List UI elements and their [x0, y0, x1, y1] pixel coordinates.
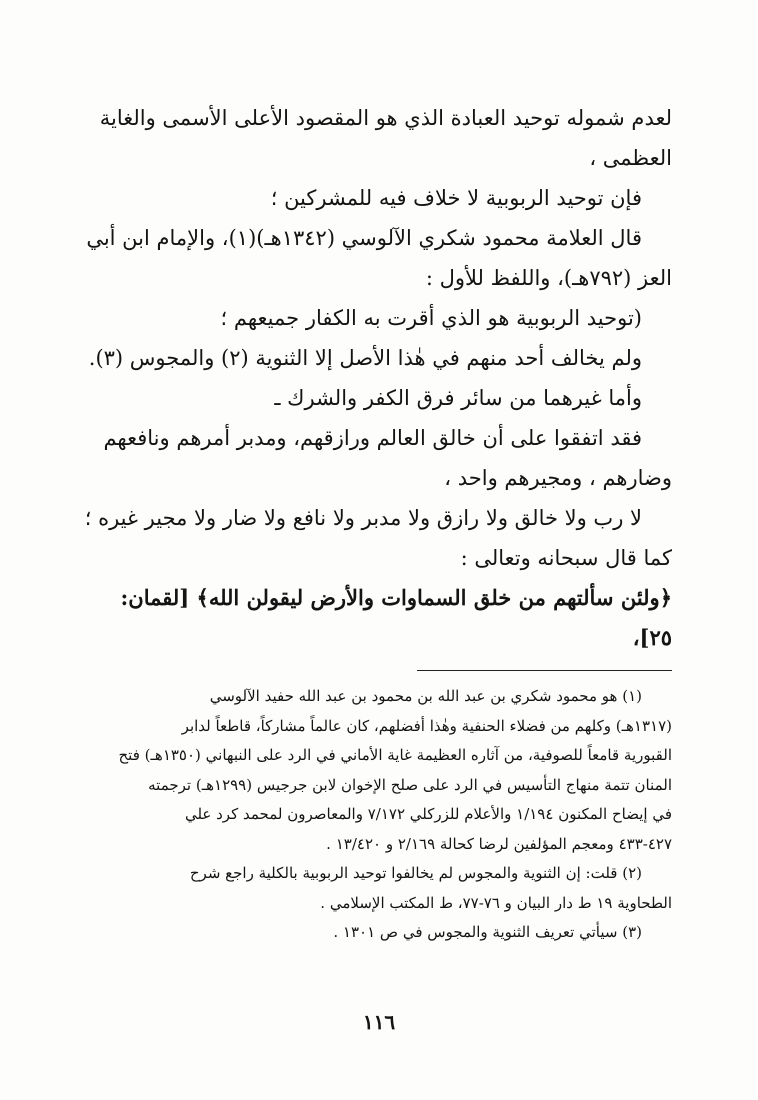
text-line: فقد اتفقوا على أن خالق العالم ورازقهم، ومدبر أمرهم ونافعهم [103, 426, 642, 450]
footnote-line: ٤٢٧-٤٣٣ ومعجم المؤلفين لرضا كحالة ٢/١٦٩ و ١٣/٤٢٠ . [326, 834, 672, 853]
footnote-line: المنان تتمة منهاج التأسيس في الرد على صلح الإخوان لابن جرجيس (١٢٩٩هـ) ترجمته [148, 775, 672, 794]
text-line: قال العلامة محمود شكري الآلوسي (١٣٤٢هـ)(١)، والإمام ابن أبي [86, 226, 642, 250]
text-line: فإن توحيد الربوبية لا خلاف فيه للمشركين ؛ [270, 186, 642, 210]
text-line: كما قال سبحانه وتعالى : [460, 546, 672, 570]
footnote-separator [417, 670, 672, 671]
text-line: العز (٧٩٢هـ)، واللفظ للأول : [425, 266, 672, 290]
page-number: ١١٦ [362, 1010, 396, 1034]
text-line: العظمى ، [589, 146, 672, 170]
footnote-line: القبورية قامعاً للصوفية، من آثاره العظيمة غاية الأماني في الرد على النبهاني (١٣٥٠هـ) فتح [118, 746, 672, 764]
text-line: لعدم شموله توحيد العبادة الذي هو المقصود الأعلى الأسمى والغاية [99, 106, 672, 130]
quran-verse-citation: ٢٥]، [632, 625, 672, 650]
footnote-line: (٢) قلت: إن الثنوية والمجوس لم يخالفوا توحيد الربوبية بالكلية راجع شرح [189, 864, 642, 882]
footnote-line: (٣) سيأتي تعريف الثنوية والمجوس في ص ١٣٠١ . [333, 923, 642, 941]
text-line: ولم يخالف أحد منهم في هٰذا الأصل إلا الثنوية (٢) والمجوس (٣). [88, 346, 642, 370]
text-line: وأما غيرهما من سائر فرق الكفر والشرك ـ [274, 386, 642, 410]
footnote-line: في إيضاح المكنون ١/١٩٤ والأعلام للزركلي ٧/١٧٢ والمعاصرون لمحمد كرد علي [184, 805, 672, 823]
text-line: لا رب ولا خالق ولا رازق ولا مدبر ولا نافع ولا ضار ولا مجير غيره ؛ [84, 506, 642, 530]
main-text [82, 98, 672, 658]
footnote-line: الطحاوية ١٩ ط دار البيان و ٧٦-٧٧، ط المكتب الإسلامي . [320, 893, 672, 912]
footnote-line: (١٣١٧هـ) وكلهم من فضلاء الحنفية وهٰذا أفضلهم، كان عالماً مشاركاً، قاطعاً لدابر [181, 716, 672, 735]
footnotes [82, 682, 672, 948]
footnote-line: (١) هو محمود شكري بن عبد الله بن محمود بن عبد الله حفيد الآلوسي [209, 687, 642, 705]
quran-verse: ﴿ولئن سألتهم من خلق السماوات والأرض ليقولن الله﴾ [لقمان: [120, 585, 672, 610]
text-line: (توحيد الربوبية هو الذي أقرت به الكفار جميعهم ؛ [220, 306, 642, 330]
text-line: وضارهم ، ومجيرهم واحد ، [444, 466, 672, 490]
